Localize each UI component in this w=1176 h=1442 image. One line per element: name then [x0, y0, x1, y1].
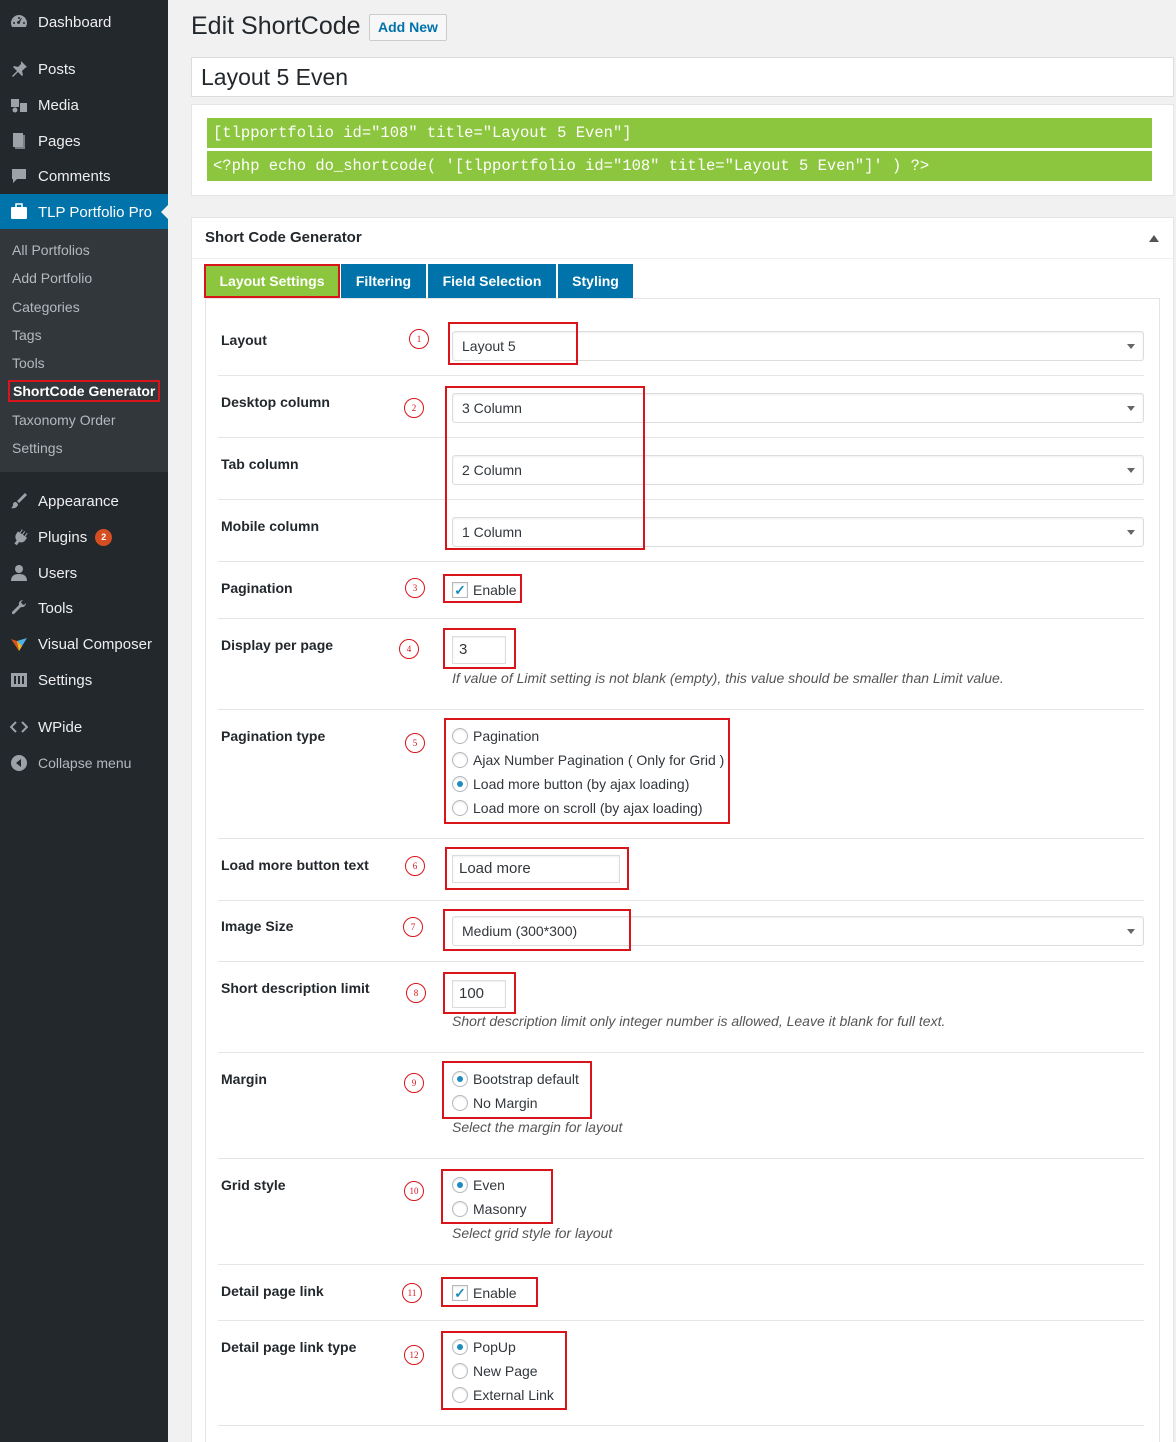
step-number-badge: 3 [405, 578, 425, 598]
radio-label: Even [473, 1177, 505, 1193]
plugin-icon [9, 527, 29, 547]
row-divider [218, 900, 1144, 901]
field-description: If value of Limit setting is not blank (empty), this value should be smaller than Limit value. [452, 670, 1004, 686]
layout-select[interactable] [452, 331, 1144, 361]
menu-item-settings[interactable] [0, 662, 168, 698]
field-label-mobile-column: Mobile column [221, 518, 319, 534]
radio-load-more-scroll[interactable] [452, 800, 468, 816]
step-number-badge: 12 [404, 1345, 424, 1365]
tab-layout-settings[interactable]: Layout Settings [204, 264, 340, 298]
radio-masonry[interactable] [452, 1201, 468, 1217]
load-more-text-input[interactable]: Load more [452, 855, 620, 883]
row-divider [218, 709, 1144, 710]
menu-label: Appearance [38, 492, 119, 510]
field-description: Select the margin for layout [452, 1119, 623, 1135]
collapse-menu-button[interactable] [0, 745, 168, 781]
portfolio-icon [9, 202, 29, 222]
radio-label: No Margin [473, 1095, 538, 1111]
pagination-checkbox[interactable]: ✓ [452, 582, 468, 598]
chevron-down-icon [1127, 468, 1135, 473]
menu-item-posts[interactable] [0, 51, 168, 87]
submenu-add-portfolio[interactable]: Add Portfolio [12, 270, 93, 286]
field-label-short-description-limit: Short description limit [221, 980, 370, 996]
row-divider [218, 499, 1144, 500]
menu-label: Pages [38, 132, 81, 150]
checkbox-label: Enable [473, 1285, 517, 1301]
short-description-limit-input[interactable]: 100 [452, 980, 506, 1008]
row-divider [218, 1320, 1144, 1321]
select-value: 3 Column [462, 400, 522, 416]
dashboard-icon [9, 12, 29, 32]
submenu-categories[interactable]: Categories [12, 299, 80, 315]
radio-ajax-number-pagination[interactable] [452, 752, 468, 768]
submenu-all-portfolios[interactable]: All Portfolios [12, 242, 90, 258]
display-per-page-input[interactable]: 3 [452, 636, 506, 664]
php-code-line[interactable]: <?php echo do_shortcode( '[tlpportfolio id="108" title="Layout 5 Even"]' ) ?> [207, 151, 1152, 181]
field-label-image-size: Image Size [221, 918, 294, 934]
radio-label: Load more button (by ajax loading) [473, 776, 690, 792]
chevron-down-icon [1127, 344, 1135, 349]
radio-label: Masonry [473, 1201, 527, 1217]
step-number-badge: 9 [404, 1073, 424, 1093]
menu-label: WPide [38, 718, 83, 736]
radio-popup[interactable] [452, 1339, 468, 1355]
field-label-detail-page-link: Detail page link [221, 1283, 324, 1299]
brush-icon [9, 491, 29, 511]
menu-item-dashboard[interactable] [0, 4, 168, 40]
row-divider [218, 961, 1144, 962]
row-divider [218, 618, 1144, 619]
radio-label: Bootstrap default [473, 1071, 579, 1087]
detail-page-link-checkbox[interactable]: ✓ [452, 1285, 468, 1301]
pin-icon [9, 59, 29, 79]
radio-load-more-button[interactable] [452, 776, 468, 792]
submenu-settings[interactable]: Settings [12, 440, 63, 456]
row-divider [218, 1052, 1144, 1053]
menu-item-users[interactable] [0, 555, 168, 591]
step-number-badge: 11 [402, 1283, 422, 1303]
field-label-pagination: Pagination [221, 580, 293, 596]
field-label-grid-style: Grid style [221, 1177, 286, 1193]
post-title-input[interactable] [191, 57, 1174, 97]
settings-icon [9, 670, 29, 690]
field-label-desktop-column: Desktop column [221, 394, 330, 410]
field-label-load-more-text: Load more button text [221, 857, 369, 873]
menu-label: Tools [38, 599, 74, 617]
field-label-pagination-type: Pagination type [221, 728, 326, 744]
menu-item-visual-composer[interactable] [0, 626, 168, 662]
radio-label: External Link [473, 1387, 554, 1403]
wrench-icon [9, 598, 29, 618]
radio-even[interactable] [452, 1177, 468, 1193]
row-divider [218, 838, 1144, 839]
menu-item-plugins[interactable] [0, 519, 168, 555]
pages-icon [9, 131, 29, 151]
code-icon [9, 717, 29, 737]
radio-no-margin[interactable] [452, 1095, 468, 1111]
shortcode-line[interactable]: [tlpportfolio id="108" title="Layout 5 Even"] [207, 118, 1152, 148]
menu-item-tools[interactable] [0, 590, 168, 626]
step-number-badge: 10 [404, 1181, 424, 1201]
active-arrow [161, 205, 168, 219]
divider [192, 258, 1173, 259]
menu-label: Visual Composer [38, 635, 152, 653]
menu-item-wpide[interactable] [0, 709, 168, 745]
select-value: Layout 5 [462, 338, 516, 354]
menu-label: Comments [38, 167, 111, 185]
field-label-layout: Layout [221, 332, 267, 348]
field-label-margin: Margin [221, 1071, 267, 1087]
row-divider [218, 561, 1144, 562]
step-number-badge: 4 [399, 639, 419, 659]
step-number-badge: 8 [406, 983, 426, 1003]
field-description: Short description limit only integer number is allowed, Leave it blank for full text. [452, 1013, 946, 1029]
radio-label: PopUp [473, 1339, 516, 1355]
submenu-tags[interactable]: Tags [12, 327, 42, 343]
menu-item-comments[interactable] [0, 158, 168, 194]
row-divider [218, 1264, 1144, 1265]
radio-label: Load more on scroll (by ajax loading) [473, 800, 703, 816]
menu-item-media[interactable] [0, 87, 168, 123]
step-number-badge: 7 [403, 917, 423, 937]
tab-styling[interactable]: Styling [558, 264, 633, 298]
toggle-panel-icon[interactable] [1149, 235, 1159, 242]
menu-label: Media [38, 96, 79, 114]
vc-icon [9, 634, 29, 654]
tab-field-selection[interactable]: Field Selection [428, 264, 556, 298]
mobile-column-select[interactable] [452, 517, 1144, 547]
update-count-badge: 2 [95, 529, 112, 546]
submenu-tools[interactable]: Tools [12, 355, 45, 371]
menu-label: Settings [38, 671, 93, 689]
add-new-button[interactable]: Add New [369, 14, 447, 41]
tab-filtering[interactable]: Filtering [341, 264, 426, 298]
image-size-select[interactable] [452, 916, 1144, 946]
menu-label: Plugins [38, 528, 88, 546]
radio-label: Ajax Number Pagination ( Only for Grid ) [473, 752, 725, 768]
menu-label: Posts [38, 60, 76, 78]
field-label-detail-page-link-type: Detail page link type [221, 1339, 357, 1355]
row-divider [218, 375, 1144, 376]
radio-label: Pagination [473, 728, 540, 744]
menu-label: Collapse menu [38, 755, 132, 771]
select-value: Medium (300*300) [462, 923, 578, 939]
collapse-icon [9, 753, 29, 773]
radio-external-link[interactable] [452, 1387, 468, 1403]
step-number-badge: 1 [409, 329, 429, 349]
step-number-badge: 5 [405, 733, 425, 753]
users-icon [9, 563, 29, 583]
chevron-down-icon [1127, 929, 1135, 934]
row-divider [218, 437, 1144, 438]
admin-sidebar [0, 0, 168, 1442]
field-label-display-per-page: Display per page [221, 637, 334, 653]
chevron-down-icon [1127, 530, 1135, 535]
menu-item-appearance[interactable] [0, 483, 168, 519]
shortcode-box [191, 104, 1174, 196]
select-value: 2 Column [462, 462, 522, 478]
postbox-title: Short Code Generator [205, 229, 362, 246]
row-divider [218, 1425, 1144, 1426]
step-number-badge: 6 [405, 856, 425, 876]
portfolio-submenu [0, 229, 168, 472]
page-title: Edit ShortCode [191, 12, 361, 40]
desktop-column-select[interactable] [452, 393, 1144, 423]
radio-pagination[interactable] [452, 728, 468, 744]
menu-label: TLP Portfolio Pro [38, 203, 152, 221]
step-number-badge: 2 [404, 398, 424, 418]
tab-column-select[interactable] [452, 455, 1144, 485]
select-value: 1 Column [462, 524, 522, 540]
menu-label: Users [38, 564, 78, 582]
menu-item-pages[interactable] [0, 123, 168, 159]
row-divider [218, 1158, 1144, 1159]
checkbox-label: Enable [473, 582, 517, 598]
chevron-down-icon [1127, 406, 1135, 411]
radio-bootstrap-default[interactable] [452, 1071, 468, 1087]
menu-item-tlp-portfolio-pro[interactable] [0, 194, 168, 230]
field-description: Select grid style for layout [452, 1225, 613, 1241]
submenu-taxonomy-order[interactable]: Taxonomy Order [12, 412, 116, 428]
radio-label: New Page [473, 1363, 538, 1379]
menu-label: Dashboard [38, 13, 112, 31]
submenu-shortcode-generator[interactable]: ShortCode Generator [8, 380, 160, 402]
media-icon [9, 95, 29, 115]
radio-new-page[interactable] [452, 1363, 468, 1379]
field-label-tab-column: Tab column [221, 456, 299, 472]
comment-icon [9, 166, 29, 186]
